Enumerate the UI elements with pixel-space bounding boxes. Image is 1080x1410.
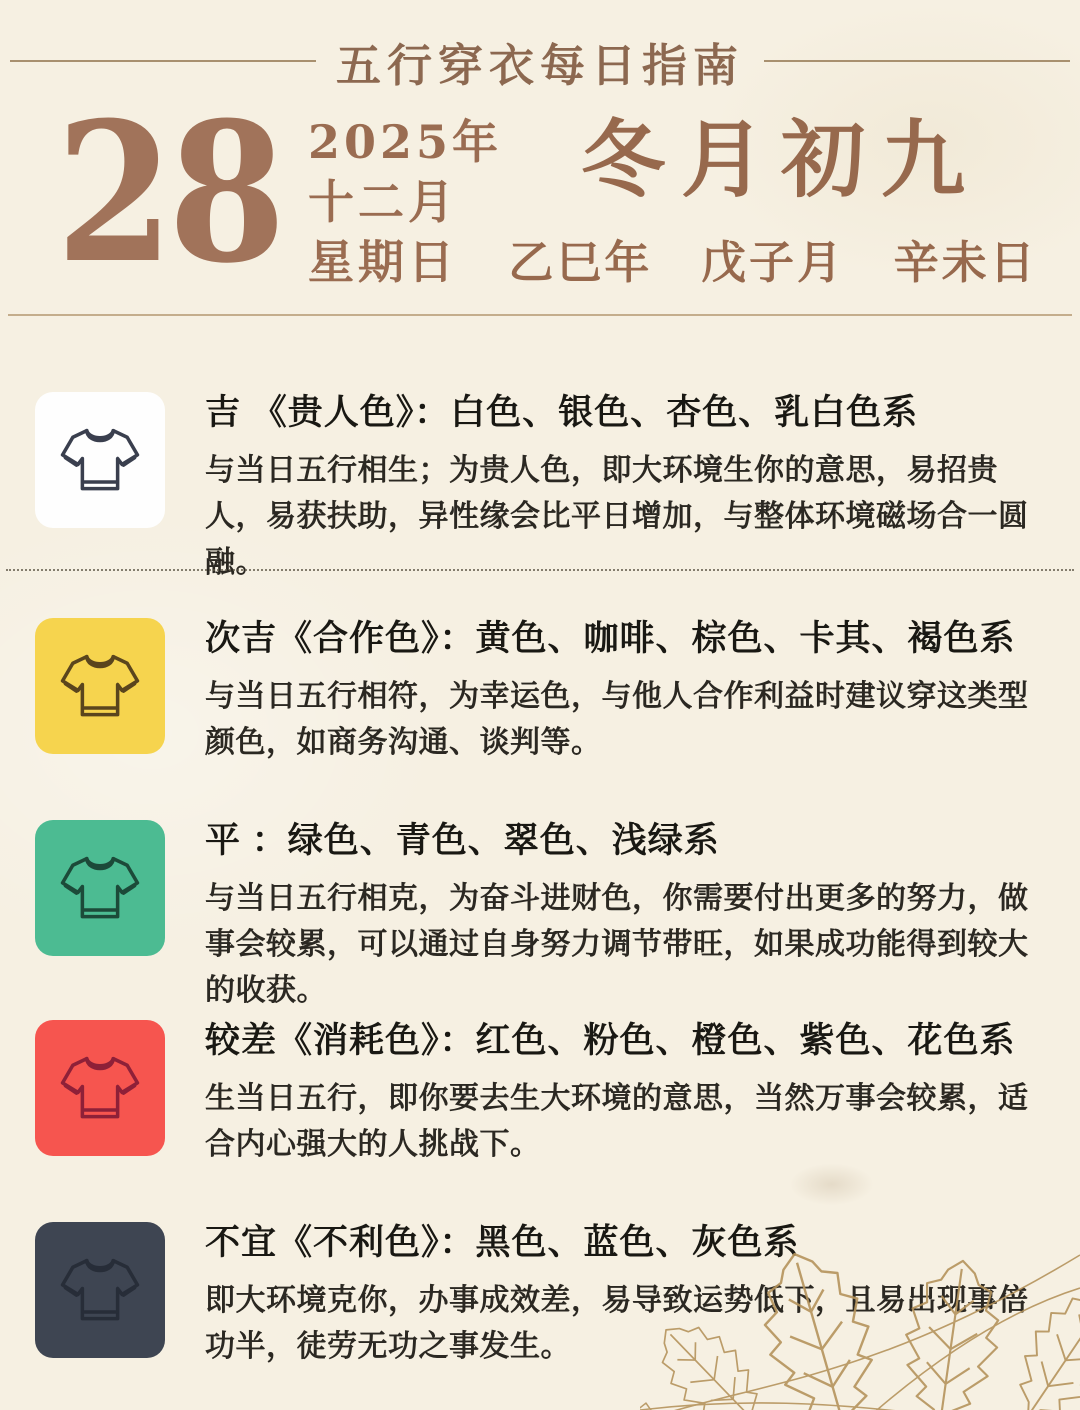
section-text	[205, 1020, 1050, 1168]
section-neutral	[35, 820, 1050, 1014]
section-title: 平 ：绿色、青色、翠色、浅绿系	[205, 821, 720, 860]
dotted-separator	[6, 569, 1074, 571]
section-body: 即大环境克你，办事成效差，易导致运势低下，且易出现事倍功半，徒劳无功之事发生。	[205, 1284, 1029, 1363]
month-label: 十二月	[308, 175, 458, 229]
header-rule-left	[10, 60, 316, 62]
red-tshirt-tile	[35, 1020, 165, 1156]
day-number: 28	[56, 81, 281, 306]
gregorian-date	[308, 112, 502, 292]
weekday-label: 星期日	[308, 235, 458, 289]
lunar-block	[490, 110, 1056, 291]
header-divider	[8, 314, 1072, 316]
dark-tshirt-tile	[35, 1222, 165, 1358]
tshirt-icon	[53, 841, 147, 935]
yellow-tshirt-tile	[35, 618, 165, 754]
lunar-date: 冬月初九	[580, 110, 981, 209]
section-unfavorable	[35, 1222, 1050, 1370]
tshirt-icon	[53, 413, 147, 507]
section-body: 与当日五行相克，为奋斗进财色，你需要付出更多的努力，做事会较累，可以通过自身努力调节带旺，如果成功能得到较大的收获。	[205, 882, 1029, 1007]
section-lucky	[35, 392, 1050, 586]
tshirt-icon	[53, 639, 147, 733]
section-body: 与当日五行相符，为幸运色，与他人合作利益时建议穿这类型颜色，如商务沟通、谈判等。	[205, 680, 1029, 759]
tshirt-icon	[53, 1041, 147, 1135]
section-title: 吉 《贵人色》：白色、银色、杏色、乳白色系	[205, 393, 919, 432]
page-title: 五行穿衣每日指南	[336, 38, 745, 92]
year-label: 2025年	[308, 115, 503, 169]
section-text	[205, 820, 1050, 1014]
section-title: 次吉《合作色》：黄色、咖啡、棕色、卡其、褐色系	[205, 619, 1016, 658]
section-body: 生当日五行，即你要去生大环境的意思，当然万事会较累，适合内心强大的人挑战下。	[205, 1082, 1029, 1161]
section-poor	[35, 1020, 1050, 1168]
white-tshirt-tile	[35, 392, 165, 528]
header-rule-right	[764, 60, 1070, 62]
ganzhi-date: 乙巳年 戊子月 辛未日	[508, 236, 1038, 290]
section-text	[205, 1222, 1050, 1370]
section-title: 较差《消耗色》：红色、粉色、橙色、紫色、花色系	[205, 1021, 1016, 1060]
section-title: 不宜《不利色》：黑色、蓝色、灰色系	[205, 1223, 800, 1262]
section-text	[205, 618, 1050, 766]
section-text	[205, 392, 1050, 586]
tshirt-icon	[53, 1243, 147, 1337]
section-secondary-lucky	[35, 618, 1050, 766]
section-body: 与当日五行相生；为贵人色，即大环境生你的意思，易招贵人，易获扶助，异性缘会比平日增加，与整体环境磁场合一圆融。	[205, 454, 1029, 579]
green-tshirt-tile	[35, 820, 165, 956]
